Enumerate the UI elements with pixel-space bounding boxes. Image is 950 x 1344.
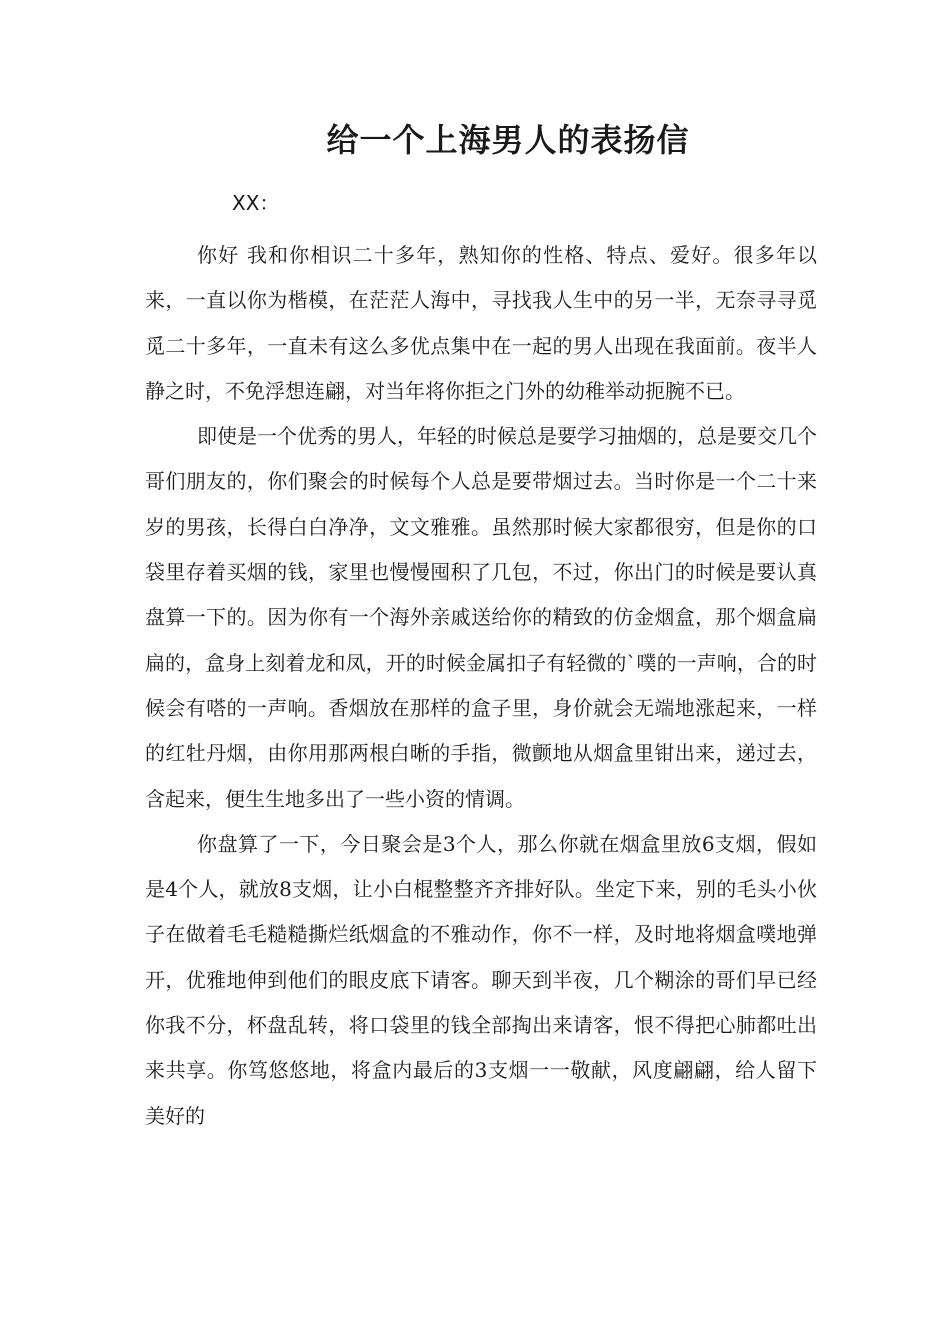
paragraph-3: 你盘算了一下，今日聚会是3个人，那么你就在烟盒里放6支烟，假如是4个人，就放8支烟，让小白棍整整齐齐排好队。坐定下来，别的毛头小伙子在做着毛毛糙糙撕烂纸烟盒的不雅动作，你不一样，及时地将烟盒噗地弹开，优雅地伸到他们的眼皮底下请客。聊天到半夜，几个糊涂的哥们早已经你我不分，杯盘乱转，将口袋里的钱全部掏出来请客，恨不得把心肺都吐出来共享。你笃悠悠地，将盒内最后的3支烟一一敬献，风度翩翩，给人留下美好的 [145, 831, 817, 1128]
letter-body [145, 233, 817, 1139]
paragraph-2: 即使是一个优秀的男人，年轻的时候总是要学习抽烟的，总是要交几个哥们朋友的，你们聚会的时候每个人总是要带烟过去。当时你是一个二十来岁的男孩，长得白白净净，文文雅雅。虽然那时候大家都很穷，但是你的口袋里存着买烟的钱，家里也慢慢囤积了几包，不过，你出门的时候是要认真盘算一下的。因为你有一个海外亲戚送给你的精致的仿金烟盒，那个烟盒扁扁的，盒身上刻着龙和凤，开的时候金属扣子有轻微的`噗的一声响，合的时候会有嗒的一声响。香烟放在那样的盒子里，身价就会无端地涨起来，一样的红牡丹烟，由你用那两根白晰的手指，微颤地从烟盒里钳出来，递过去，含起来，便生生地多出了一些小资的情调。 [145, 424, 817, 811]
document-title: 给一个上海男人的表扬信 [326, 121, 690, 159]
paragraph-1: 你好 我和你相识二十多年，熟知你的性格、特点、爱好。很多年以来，一直以你为楷模，在茫茫人海中，寻找我人生中的另一半，无奈寻寻觅觅二十多年，一直未有这么多优点集中在一起的男人出现在我面前。夜半人静之时，不免浮想连翩，对当年将你拒之门外的幼稚举动扼腕不已。 [145, 243, 817, 403]
salutation: XX： [232, 191, 280, 215]
